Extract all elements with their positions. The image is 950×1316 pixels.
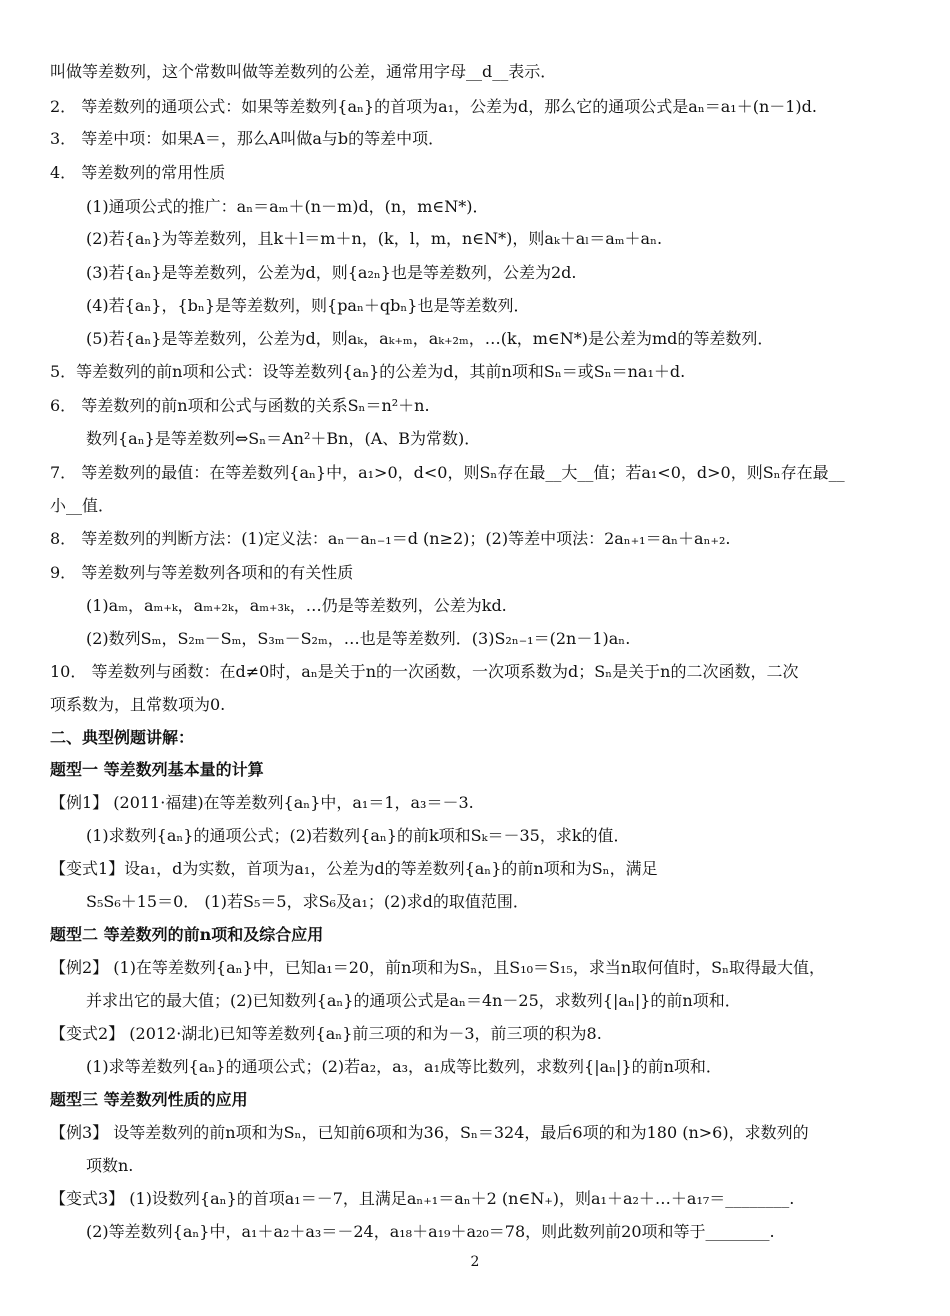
text-line-30: 【变式2】 (2012·湖北)已知等差数列{aₙ}前三项的和为－3，前三项的积为8. (50, 1024, 602, 1043)
topic-heading-1: 题型一 等差数列基本量的计算 (50, 760, 264, 779)
text-line-20: 项系数为，且常数项为0. (50, 695, 226, 714)
text-line-35: 【变式3】 (1)设数列{aₙ}的首项a₁＝－7，且满足aₙ₊₁＝aₙ＋2 (n∈N₊)，则a₁＋a₂＋…＋a₁₇＝________. (50, 1189, 795, 1208)
text-line-18: (2)数列Sₘ，S₂ₘ－Sₘ，S₃ₘ－S₂ₘ，…也是等差数列．(3)S₂ₙ₋₁＝(2n－1)aₙ. (86, 629, 631, 648)
text-line-33: 【例3】 设等差数列的前n项和为Sₙ，已知前6项和为36，Sₙ＝324，最后6项的和为180 (n>6)，求数列的 (50, 1123, 809, 1142)
topic-heading-2: 题型二 等差数列的前n项和及综合应用 (50, 925, 324, 944)
text-line-14: 小__值． (50, 496, 115, 515)
text-line-25: 【变式1】设a₁，d为实数，首项为a₁，公差为d的等差数列{aₙ}的前n项和为Sₙ，满足 (50, 859, 658, 878)
text-line-15: 8． 等差数列的判断方法：(1)定义法：aₙ－aₙ₋₁＝d (n≥2)；(2)等差中项法：2aₙ₊₁＝aₙ＋aₙ₊₂. (50, 529, 731, 548)
section-heading: 二、典型例题讲解： (50, 728, 195, 747)
text-line-2: 2． 等差数列的通项公式：如果等差数列{aₙ}的首项为a₁，公差为d，那么它的通项公式是aₙ＝a₁＋(n－1)d. (50, 97, 817, 116)
text-line-11: 6． 等差数列的前n项和公式与函数的关系Sₙ＝n²＋n. (50, 396, 430, 415)
text-line-19: 10． 等差数列与函数：在d≠0时，aₙ是关于n的一次函数，一次项系数为d；Sₙ是关于n的二次函数，二次 (50, 662, 799, 681)
text-line-8: (4)若{aₙ}，{bₙ}是等差数列，则{paₙ＋qbₙ}也是等差数列． (86, 296, 530, 315)
text-line-5: (1)通项公式的推广：aₙ＝aₘ＋(n－m)d，(n，m∈N*)． (86, 197, 489, 216)
text-line-26: S₅S₆＋15＝0． (1)若S₅＝5，求S₆及a₁；(2)求d的取值范围． (86, 892, 529, 911)
text-line-4: 4． 等差数列的常用性质 (50, 163, 226, 182)
text-line-10: 5．等差数列的前n项和公式：设等差数列{aₙ}的公差为d，其前n项和Sₙ＝或Sₙ＝na₁＋d. (50, 362, 686, 381)
text-line-3: 3． 等差中项：如果A＝，那么A叫做a与b的等差中项． (50, 129, 445, 148)
text-line-9: (5)若{aₙ}是等差数列，公差为d，则aₖ，aₖ₊ₘ，aₖ₊₂ₘ，…(k，m∈N*)是公差为md的等差数列． (86, 329, 774, 348)
text-line-16: 9． 等差数列与等差数列各项和的有关性质 (50, 563, 354, 582)
text-line-1: 叫做等差数列，这个常数叫做等差数列的公差，通常用字母__d__表示． (50, 62, 557, 81)
text-line-31: (1)求等差数列{aₙ}的通项公式；(2)若a₂，a₃，a₁成等比数列，求数列{|aₙ|}的前n项和． (86, 1057, 722, 1076)
text-line-36: (2)等差数列{aₙ}中，a₁＋a₂＋a₃＝－24，a₁₈＋a₁₉＋a₂₀＝78，则此数列前20项和等于________. (86, 1222, 775, 1241)
text-line-23: 【例1】 (2011·福建)在等差数列{aₙ}中，a₁＝1，a₃＝－3. (50, 793, 474, 812)
text-line-29: 并求出它的最大值；(2)已知数列{aₙ}的通项公式是aₙ＝4n－25，求数列{|aₙ|}的前n项和． (86, 991, 741, 1010)
text-line-28: 【例2】 (1)在等差数列{aₙ}中，已知a₁＝20，前n项和为Sₙ，且S₁₀＝S₁₅，求当n取何值时，Sₙ取得最大值， (50, 958, 826, 977)
text-line-34: 项数n. (86, 1156, 134, 1175)
text-line-17: (1)aₘ，aₘ₊ₖ，aₘ₊₂ₖ，aₘ₊₃ₖ，…仍是等差数列，公差为kd. (86, 596, 507, 615)
text-line-12: 数列{aₙ}是等差数列⇔Sₙ＝An²＋Bn，(A、B为常数)． (86, 429, 481, 448)
text-line-13: 7． 等差数列的最值：在等差数列{aₙ}中，a₁>0，d<0，则Sₙ存在最__大__值；若a₁<0，d>0，则Sₙ存在最__ (50, 463, 845, 482)
topic-heading-3: 题型三 等差数列性质的应用 (50, 1090, 248, 1109)
text-line-6: (2)若{aₙ}为等差数列，且k＋l＝m＋n，(k，l，m，n∈N*)，则aₖ＋aₗ＝aₘ＋aₙ. (86, 229, 663, 248)
text-line-7: (3)若{aₙ}是等差数列，公差为d，则{a₂ₙ}也是等差数列，公差为2d. (86, 263, 577, 282)
page-number: 2 (470, 1254, 480, 1270)
text-line-24: (1)求数列{aₙ}的通项公式；(2)若数列{aₙ}的前k项和Sₖ＝－35，求k的值． (86, 826, 630, 845)
